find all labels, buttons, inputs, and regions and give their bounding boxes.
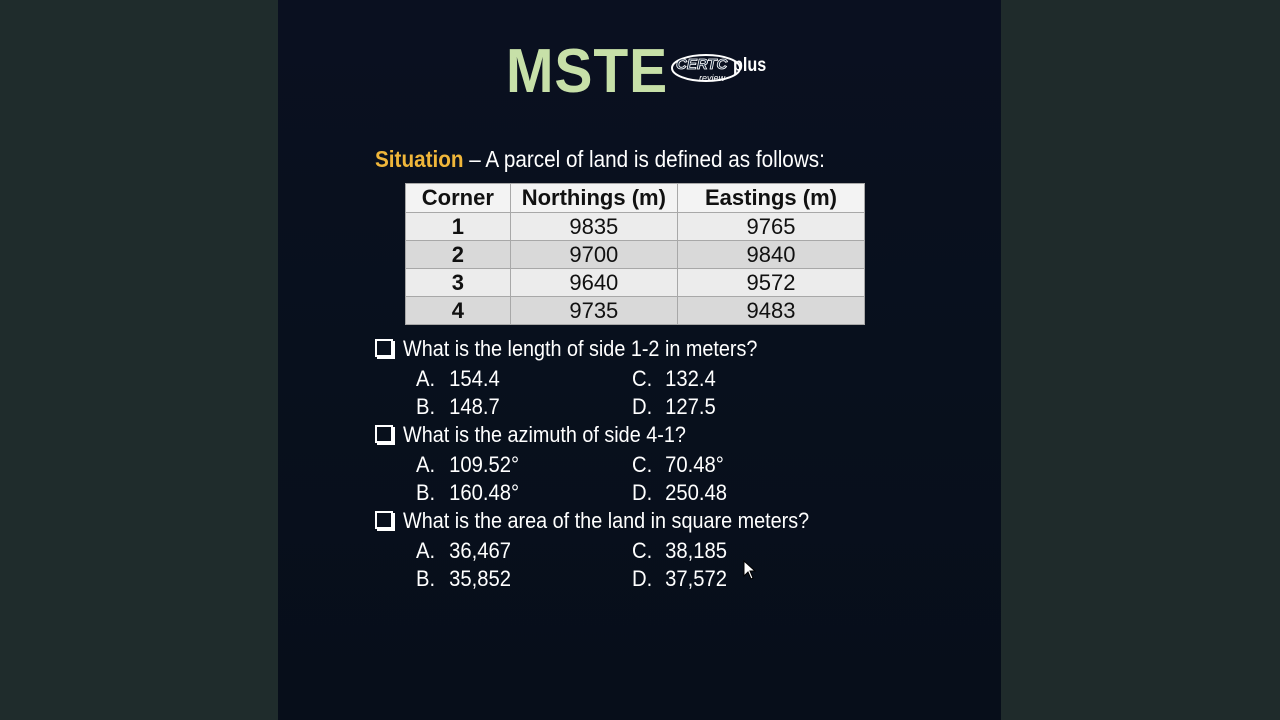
choice-1a <box>416 366 500 392</box>
choice-letter: C. <box>632 452 653 477</box>
cell-easting: 9572 <box>677 269 864 297</box>
table-row <box>406 213 865 241</box>
left-letterbox <box>0 0 278 720</box>
choice-2b <box>416 480 519 506</box>
choice-value: 148.7 <box>449 394 500 419</box>
cell-corner: 2 <box>406 241 511 269</box>
coordinates-table <box>405 183 865 325</box>
cell-easting: 9840 <box>677 241 864 269</box>
header-corner: Corner <box>406 184 511 213</box>
situation-line <box>375 146 825 173</box>
choice-value: 154.4 <box>449 366 500 391</box>
table-row <box>406 241 865 269</box>
checkbox-icon <box>375 425 393 443</box>
choice-letter: D. <box>632 566 653 591</box>
choice-letter: B. <box>416 480 436 505</box>
table-row <box>406 269 865 297</box>
choice-3a <box>416 538 511 564</box>
choice-value: 70.48° <box>665 452 724 477</box>
choice-letter: A. <box>416 452 436 477</box>
choice-value: 132.4 <box>665 366 716 391</box>
choice-letter: C. <box>632 538 653 563</box>
question-text: What is the area of the land in square meters? <box>403 508 810 533</box>
cell-northing: 9835 <box>510 213 677 241</box>
header-eastings: Eastings (m) <box>677 184 864 213</box>
cell-corner: 4 <box>406 297 511 325</box>
cell-corner: 1 <box>406 213 511 241</box>
choice-1d <box>632 394 716 420</box>
cell-northing: 9700 <box>510 241 677 269</box>
question-text: What is the length of side 1-2 in meters? <box>403 336 758 361</box>
choice-2d <box>632 480 727 506</box>
choice-1c <box>632 366 716 392</box>
table-row <box>406 297 865 325</box>
choice-letter: B. <box>416 394 436 419</box>
choice-2a <box>416 452 519 478</box>
logo-certc-text: CERTC <box>676 56 728 73</box>
cell-easting: 9483 <box>677 297 864 325</box>
cell-northing: 9640 <box>510 269 677 297</box>
choice-value: 127.5 <box>665 394 716 419</box>
choice-letter: A. <box>416 366 436 391</box>
choice-value: 38,185 <box>665 538 728 563</box>
table-header-row <box>406 184 865 213</box>
choice-value: 35,852 <box>449 566 512 591</box>
question-2 <box>375 422 717 448</box>
choice-letter: A. <box>416 538 436 563</box>
choice-letter: D. <box>632 394 653 419</box>
slide <box>278 0 1001 720</box>
situation-label: Situation <box>375 146 464 172</box>
cell-northing: 9735 <box>510 297 677 325</box>
choice-letter: D. <box>632 480 653 505</box>
choice-value: 37,572 <box>665 566 728 591</box>
question-text: What is the azimuth of side 4-1? <box>403 422 686 447</box>
choice-letter: C. <box>632 366 653 391</box>
choice-3c <box>632 538 727 564</box>
checkbox-icon <box>375 339 393 357</box>
choice-value: 109.52° <box>449 452 520 477</box>
choice-1b <box>416 394 500 420</box>
choice-value: 36,467 <box>449 538 512 563</box>
choice-3d <box>632 566 727 592</box>
checkbox-icon <box>375 511 393 529</box>
right-letterbox <box>1001 0 1280 720</box>
logo-review-text: review <box>699 73 726 83</box>
question-1 <box>375 336 797 362</box>
logo-plus-text: plus <box>733 55 767 76</box>
mouse-pointer-icon <box>743 560 757 580</box>
situation-text: – A parcel of land is defined as follows: <box>463 146 825 172</box>
question-3 <box>375 508 854 534</box>
slide-title: MSTE <box>506 37 669 106</box>
choice-letter: B. <box>416 566 436 591</box>
cell-corner: 3 <box>406 269 511 297</box>
header-northings: Northings (m) <box>510 184 677 213</box>
choice-value: 160.48° <box>449 480 520 505</box>
choice-value: 250.48 <box>665 480 728 505</box>
choice-3b <box>416 566 511 592</box>
cell-easting: 9765 <box>677 213 864 241</box>
choice-2c <box>632 452 724 478</box>
